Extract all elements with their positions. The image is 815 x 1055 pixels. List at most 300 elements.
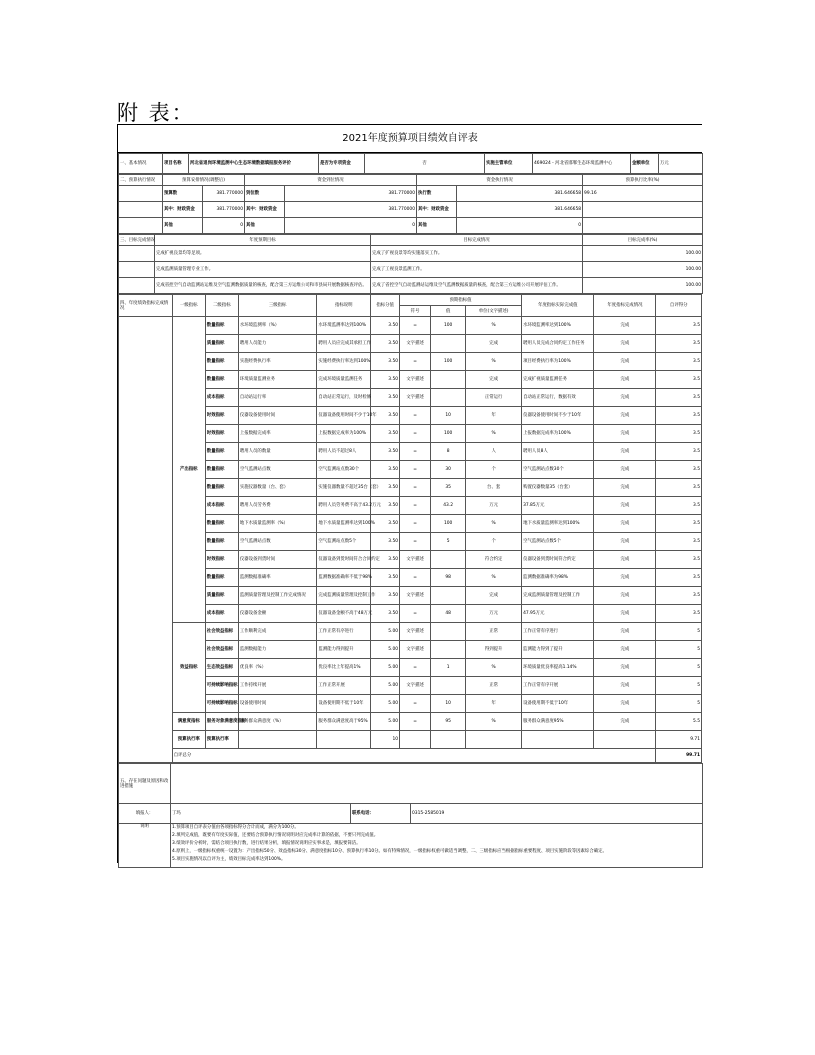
- actual-value: 空气监测站点数5个: [522, 533, 594, 551]
- goals-h3: 目标完成率(%): [583, 235, 703, 246]
- perf-h-target: 预期指标值: [400, 295, 522, 306]
- target-value: 100: [431, 425, 466, 443]
- target-unit: 年: [466, 407, 522, 425]
- target-unit: [466, 731, 522, 749]
- level2-indicator: 生态效益指标: [205, 659, 238, 677]
- level3-indicator: 监测数据准确率: [238, 569, 317, 587]
- goal-expected: 完成省控空气自动监测站运维及空气监测数据质量的核查，配合第三方运维公司和市县局开展数据核查评估。: [155, 278, 371, 294]
- actual-value: 37.85万元: [522, 497, 594, 515]
- unit-value: 万元: [659, 154, 703, 174]
- level3-indicator: 仪器设备到货时间: [238, 551, 317, 569]
- completion-status: 完成: [594, 641, 656, 659]
- target-op: =: [400, 479, 431, 497]
- indicator-row: [119, 695, 702, 713]
- completion-status: 完成: [594, 533, 656, 551]
- target-op: =: [400, 515, 431, 533]
- indicator-desc: 仪器设备到货时间符合合同约定: [317, 551, 371, 569]
- target-unit: 年: [466, 695, 522, 713]
- budget-cell: 执行数: [417, 186, 457, 202]
- actual-value: 地下水质量监测率达到100%: [522, 515, 594, 533]
- actual-value: 项目经费执行率为100%: [522, 353, 594, 371]
- self-score: 3.5: [656, 335, 702, 353]
- level2-indicator: 可持续影响指标: [205, 677, 238, 695]
- perf-h-val: 值: [431, 306, 466, 317]
- indicator-weight: 5.00: [371, 713, 400, 731]
- project-name: 河北省退岗环境监测中心生态环境数据填报服务评价: [189, 154, 319, 174]
- indicator-row: [119, 479, 702, 497]
- indicator-row: [119, 335, 702, 353]
- completion-status: 完成: [594, 659, 656, 677]
- indicator-row: [119, 569, 702, 587]
- actual-value: 仪器设备使用时间不少于10年: [522, 407, 594, 425]
- level2-indicator: 数量指标: [205, 479, 238, 497]
- target-unit: 正常运行: [466, 389, 522, 407]
- target-value: 5: [431, 533, 466, 551]
- target-value: 95: [431, 713, 466, 731]
- indicator-desc: 自动站正常运行，及时检修: [317, 389, 371, 407]
- target-unit: 万元: [466, 605, 522, 623]
- budget-cell: 预算数: [163, 186, 203, 202]
- actual-value: 工作正常有序进行: [522, 623, 594, 641]
- budget-cell: 381.770000: [285, 186, 417, 202]
- actual-value: 仪器设备到货时间符合约定: [522, 551, 594, 569]
- level2-indicator: 时效指标: [205, 551, 238, 569]
- indicator-weight: 3.50: [371, 407, 400, 425]
- indicator-weight: 5.00: [371, 641, 400, 659]
- indicator-desc: 实施仪器数量不超过35台（套）: [317, 479, 371, 497]
- level2-indicator: 数量指标: [205, 353, 238, 371]
- budget-cell: 0: [285, 218, 417, 234]
- target-unit: 台、套: [466, 479, 522, 497]
- indicator-row: [119, 659, 702, 677]
- footer-table: [118, 763, 703, 868]
- budget-cell: 381.770000: [203, 186, 245, 202]
- completion-status: 完成: [594, 497, 656, 515]
- level3-indicator: 优良率（%）: [238, 659, 317, 677]
- completion-status: 完成: [594, 317, 656, 335]
- budget-cell: 381.770000: [285, 202, 417, 218]
- budget-cell: 0: [457, 218, 583, 234]
- perf-h-score: 自评得分: [656, 295, 702, 317]
- budget-cell: 381.646658: [457, 186, 583, 202]
- unit-label: 金额单位: [631, 154, 659, 174]
- self-score: 3.5: [656, 587, 702, 605]
- level2-indicator: 数量指标: [205, 371, 238, 389]
- target-unit: %: [466, 569, 522, 587]
- target-op: =: [400, 443, 431, 461]
- perf-h-weight: 指标分值: [371, 295, 400, 317]
- target-op: 文字描述: [400, 677, 431, 695]
- note-line: 2.填列完成值，既要有年度实际值，还要结合预算执行情况说明对应完成率计算的依据，不要只列完成值。: [172, 833, 379, 838]
- target-op: =: [400, 533, 431, 551]
- actual-value: 监测能力得到了提升: [522, 641, 594, 659]
- indicator-desc: 聘用人员劳务费不高于43.2万元: [317, 497, 371, 515]
- perf-h-l1: 一级指标: [172, 295, 205, 317]
- budget-cell: 其中：财政资金: [417, 202, 457, 218]
- indicator-weight: 3.50: [371, 425, 400, 443]
- sheet-title: 2021年度预算项目绩效自评表: [118, 125, 702, 153]
- target-unit: 人: [466, 443, 522, 461]
- goal-actual: 完成了扩视良景等均实施落实工作。: [371, 246, 583, 262]
- budget-h3: 资金执行情况: [417, 175, 583, 186]
- indicator-desc: 仪器设备使用时间不少于10年: [317, 407, 371, 425]
- target-unit: 万元: [466, 497, 522, 515]
- actual-value: 上报数据完成率为100%: [522, 425, 594, 443]
- budget-h4: 预算执行比率(%): [583, 175, 703, 186]
- actual-value: 完成监测质量管理及控制工作: [522, 587, 594, 605]
- budget-section-label: 二、预算执行情况: [119, 175, 163, 186]
- level2-indicator: 成本指标: [205, 497, 238, 515]
- level1-indicator: 效益指标: [172, 623, 205, 713]
- level3-indicator: 上报数据完成率: [238, 425, 317, 443]
- indicator-desc: 聘用人员不超过8人: [317, 443, 371, 461]
- phone-label: 联系电话：: [351, 804, 411, 824]
- level2-indicator: 数量指标: [205, 317, 238, 335]
- evaluation-sheet: [117, 124, 702, 863]
- level3-indicator: 仪器设备金额: [238, 605, 317, 623]
- budget-cell: 其中：财政资金: [245, 202, 285, 218]
- budget-cell: 其他: [163, 218, 203, 234]
- level2-indicator: 社会效益指标: [205, 623, 238, 641]
- level3-indicator: 环境质量监测业务: [238, 371, 317, 389]
- performance-table: [118, 294, 702, 763]
- target-unit: 个: [466, 533, 522, 551]
- actual-value: 工作正常有序开展: [522, 677, 594, 695]
- target-op: =: [400, 659, 431, 677]
- target-value: 8: [431, 443, 466, 461]
- level2-indicator: 时效指标: [205, 407, 238, 425]
- indicator-weight: 3.50: [371, 443, 400, 461]
- target-unit: %: [466, 713, 522, 731]
- perf-h-actual: 年度指标实际完成值: [522, 295, 594, 317]
- completion-status: 完成: [594, 461, 656, 479]
- target-value: 98: [431, 569, 466, 587]
- self-score: 5: [656, 677, 702, 695]
- indicator-row: [119, 443, 702, 461]
- indicator-row: [119, 407, 702, 425]
- level3-indicator: 工作顺利完成: [238, 623, 317, 641]
- indicator-row: [119, 353, 702, 371]
- target-unit: 个: [466, 461, 522, 479]
- target-value: 100: [431, 515, 466, 533]
- self-score: 3.5: [656, 389, 702, 407]
- indicator-row: [119, 731, 702, 749]
- goal-expected: 完成监测质量管理专业工作。: [155, 262, 371, 278]
- target-op: =: [400, 695, 431, 713]
- self-score: 3.5: [656, 569, 702, 587]
- special-fund-value: 否: [365, 154, 485, 174]
- target-value: 48: [431, 605, 466, 623]
- indicator-weight: 3.50: [371, 515, 400, 533]
- self-score: 3.5: [656, 425, 702, 443]
- project-name-label: 项目名称: [163, 154, 189, 174]
- target-op: =: [400, 605, 431, 623]
- level3-indicator: 设备使用时间: [238, 695, 317, 713]
- goal-rate: 100.00: [583, 246, 703, 262]
- target-value: [431, 641, 466, 659]
- budget-cell: [583, 218, 703, 234]
- target-unit: 得到提升: [466, 641, 522, 659]
- target-op: =: [400, 353, 431, 371]
- indicator-desc: 监测数据准确率不低于98%: [317, 569, 371, 587]
- goal-actual: 完成了工视良景监测工作。: [371, 262, 583, 278]
- indicator-weight: 3.50: [371, 317, 400, 335]
- target-value: [431, 335, 466, 353]
- completion-status: 完成: [594, 389, 656, 407]
- target-op: 文字描述: [400, 641, 431, 659]
- budget-table: [118, 174, 703, 234]
- indicator-row: [119, 425, 702, 443]
- completion-status: 完成: [594, 551, 656, 569]
- completion-status: 完成: [594, 443, 656, 461]
- level3-indicator: 聘用人员劳务费: [238, 497, 317, 515]
- perf-h-unit: 单位(文字描述): [466, 306, 522, 317]
- perf-h-l3: 三级指标: [238, 295, 317, 317]
- budget-cell: 其他: [245, 218, 285, 234]
- perf-section-spacer: [119, 317, 173, 763]
- self-score: 3.5: [656, 551, 702, 569]
- completion-status: 完成: [594, 371, 656, 389]
- target-unit: %: [466, 353, 522, 371]
- budget-ratio: 99.16: [583, 186, 703, 202]
- notes-label: 说明: [119, 824, 171, 868]
- goal-actual: 完成了省控空气自动监测站运维及空气监测数据质量的核查，配合第三方运维公司开展评估工作。: [371, 278, 583, 294]
- indicator-row: [119, 605, 702, 623]
- goal-rate: 100.00: [583, 262, 703, 278]
- indicator-desc: 完成监测质量管理及控制工作: [317, 587, 371, 605]
- self-score: 3.5: [656, 533, 702, 551]
- actual-value: 设备使用期不低于10年: [522, 695, 594, 713]
- indicator-weight: 3.50: [371, 587, 400, 605]
- budget-h1: 预算安排情况(调整后): [163, 175, 245, 186]
- indicator-desc: 空气监测站点数30个: [317, 461, 371, 479]
- level2-indicator: 可持续影响指标: [205, 695, 238, 713]
- target-op: 文字描述: [400, 335, 431, 353]
- self-score: 3.5: [656, 443, 702, 461]
- perf-h-op: 符号: [400, 306, 431, 317]
- target-unit: %: [466, 515, 522, 533]
- completion-status: [594, 731, 656, 749]
- target-value: 10: [431, 407, 466, 425]
- level3-indicator: 空气监测站点数: [238, 461, 317, 479]
- target-unit: %: [466, 317, 522, 335]
- actual-value: 购置仪器数量35（台套）: [522, 479, 594, 497]
- target-op: =: [400, 713, 431, 731]
- level3-indicator: 聘用人员能力: [238, 335, 317, 353]
- budget-cell: 381.770000: [203, 202, 245, 218]
- self-score: 5.5: [656, 713, 702, 731]
- goals-table: [118, 234, 703, 294]
- indicator-weight: 5.00: [371, 659, 400, 677]
- indicator-desc: 设备使用期不低于10年: [317, 695, 371, 713]
- indicator-weight: 10: [371, 731, 400, 749]
- target-op: 文字描述: [400, 623, 431, 641]
- actual-value: 自动站正常运行，数据有效: [522, 389, 594, 407]
- self-score: 3.5: [656, 461, 702, 479]
- target-unit: %: [466, 659, 522, 677]
- budget-h2: 资金到位情况: [245, 175, 417, 186]
- completion-status: 完成: [594, 605, 656, 623]
- target-value: [431, 677, 466, 695]
- level3-indicator: 水环境监测率（%）: [238, 317, 317, 335]
- level2-indicator: 成本指标: [205, 389, 238, 407]
- indicator-desc: 服务群众满意度高于95%: [317, 713, 371, 731]
- indicator-desc: 仪器设备金额不高于48万元: [317, 605, 371, 623]
- target-op: 文字描述: [400, 587, 431, 605]
- indicator-row: [119, 551, 702, 569]
- actual-value: 服务群众满意度95%: [522, 713, 594, 731]
- indicator-desc: 空气监测站点数5个: [317, 533, 371, 551]
- note-line: 1.预算项目自评表分值由各项指标得分合计而成，满分为100分。: [172, 825, 299, 830]
- self-score: 5: [656, 659, 702, 677]
- target-value: 100: [431, 353, 466, 371]
- dept-label: 实施主管单位: [485, 154, 533, 174]
- indicator-weight: 3.50: [371, 497, 400, 515]
- self-score: 3.5: [656, 479, 702, 497]
- note-line: 4.原则上，一级指标权重统一设置为：产出指标50分、效益指标30分、满意度指标10分、预算执行率10分。如有特殊情况，一级指标权重可做适当调整，二、三级指标应当根据指标重要程度、项目实施阶段等因素综合确定。: [172, 849, 607, 854]
- goal-rate: 100.00: [583, 278, 703, 294]
- level3-indicator: 空气监测站点数: [238, 533, 317, 551]
- actual-value: [522, 731, 594, 749]
- goals-section-label: 三、目标完成情况: [119, 235, 155, 246]
- level2-indicator: 数量指标: [205, 443, 238, 461]
- level3-indicator: 聘用人员的数量: [238, 443, 317, 461]
- self-score: 3.5: [656, 407, 702, 425]
- indicator-row: [119, 641, 702, 659]
- completion-status: 完成: [594, 713, 656, 731]
- indicator-weight: 5.00: [371, 623, 400, 641]
- level2-indicator: 预算执行率: [205, 731, 238, 749]
- indicator-weight: 5.00: [371, 677, 400, 695]
- self-score: 3.5: [656, 317, 702, 335]
- target-op: [400, 731, 431, 749]
- level2-indicator: 数量指标: [205, 533, 238, 551]
- level3-indicator: 实施仪器数量（台、套）: [238, 479, 317, 497]
- completion-status: 完成: [594, 353, 656, 371]
- actual-value: 47.95万元: [522, 605, 594, 623]
- indicator-weight: 3.50: [371, 353, 400, 371]
- perf-h-status: 年度指标完成情况: [594, 295, 656, 317]
- completion-status: 完成: [594, 677, 656, 695]
- indicator-row: [119, 533, 702, 551]
- perf-h-l2: 二级指标: [205, 295, 238, 317]
- indicator-desc: 地下水质量监测率达到100%: [317, 515, 371, 533]
- indicator-row: [119, 587, 702, 605]
- indicator-desc: 实施经费执行率达到100%: [317, 353, 371, 371]
- contact-label: 填报人：: [119, 804, 171, 824]
- completion-status: 完成: [594, 479, 656, 497]
- actual-value: 水环境监测率达到100%: [522, 317, 594, 335]
- total-label: 自评总分: [172, 749, 656, 763]
- target-value: [431, 731, 466, 749]
- level2-indicator: 数量指标: [205, 461, 238, 479]
- level3-indicator: 工作持续开展: [238, 677, 317, 695]
- target-value: 30: [431, 461, 466, 479]
- indicator-row: [119, 461, 702, 479]
- target-value: 1: [431, 659, 466, 677]
- level2-indicator: 成本指标: [205, 605, 238, 623]
- target-op: =: [400, 497, 431, 515]
- indicator-weight: 3.50: [371, 533, 400, 551]
- issues-content: [171, 764, 703, 804]
- target-unit: 正常: [466, 623, 522, 641]
- indicator-row: [119, 677, 702, 695]
- completion-status: 完成: [594, 335, 656, 353]
- indicator-weight: 3.50: [371, 371, 400, 389]
- phone-value: 0315-2585019: [411, 804, 703, 824]
- note-line: 3.绩效评价分析时，需结合项目执行数，进行结果分析，填报情况说明应实事求是，填报要简洁。: [172, 841, 361, 846]
- indicator-desc: 水环境监测率达到100%: [317, 317, 371, 335]
- level3-indicator: 仪器设备使用时间: [238, 407, 317, 425]
- self-score: 9.71: [656, 731, 702, 749]
- indicator-weight: 3.50: [371, 479, 400, 497]
- level3-indicator: 服务群众满意度（%）: [238, 713, 317, 731]
- indicator-weight: 3.50: [371, 335, 400, 353]
- target-value: 10: [431, 695, 466, 713]
- indicator-weight: 3.50: [371, 461, 400, 479]
- page-heading: 附 表：: [117, 101, 195, 125]
- indicator-weight: 5.00: [371, 695, 400, 713]
- completion-status: 完成: [594, 695, 656, 713]
- level2-indicator: 数量指标: [205, 569, 238, 587]
- target-value: 35: [431, 479, 466, 497]
- target-unit: 完成: [466, 371, 522, 389]
- indicator-row: [119, 623, 702, 641]
- basic-section-label: 一、基本情况: [119, 154, 163, 174]
- actual-value: 环境质量优良率提高1.14%: [522, 659, 594, 677]
- target-op: =: [400, 407, 431, 425]
- target-unit: 完成: [466, 335, 522, 353]
- completion-status: 完成: [594, 623, 656, 641]
- self-score: 5: [656, 641, 702, 659]
- self-score: 3.5: [656, 371, 702, 389]
- issues-label: 五、存在问题及原因和改进措施: [119, 764, 171, 804]
- total-row: [119, 749, 702, 763]
- self-score: 3.5: [656, 353, 702, 371]
- level1-indicator: 满意度指标: [172, 713, 205, 731]
- level2-indicator: 质量指标: [205, 335, 238, 353]
- actual-value: 空气监测站点数30个: [522, 461, 594, 479]
- indicator-row: [119, 317, 702, 335]
- target-op: 文字描述: [400, 389, 431, 407]
- level1-indicator: 产出指标: [172, 317, 205, 623]
- contact-name: 丁玛: [171, 804, 351, 824]
- target-unit: 完成: [466, 587, 522, 605]
- indicator-row: [119, 713, 702, 731]
- basic-table: [118, 153, 703, 174]
- indicator-desc: 上报数据完成率为100%: [317, 425, 371, 443]
- indicator-desc: 优良率比上年提高1%: [317, 659, 371, 677]
- budget-cell: 0: [203, 218, 245, 234]
- level1-indicator: 预算执行率: [172, 731, 205, 749]
- completion-status: 完成: [594, 407, 656, 425]
- budget-cell: 到位数: [245, 186, 285, 202]
- target-op: =: [400, 425, 431, 443]
- dept-name: 469024 - 河北省邯郸生态环境监测中心: [533, 154, 631, 174]
- completion-status: 完成: [594, 425, 656, 443]
- target-unit: 符合约定: [466, 551, 522, 569]
- actual-value: 聘用人员完成合同约定工作任务: [522, 335, 594, 353]
- indicator-desc: 监测能力得到提升: [317, 641, 371, 659]
- indicator-desc: [317, 731, 371, 749]
- target-value: [431, 389, 466, 407]
- target-op: =: [400, 569, 431, 587]
- level2-indicator: 时效指标: [205, 425, 238, 443]
- notes-content: [171, 824, 703, 868]
- perf-section-label: 四、年度绩效指标完成情况: [119, 295, 173, 317]
- budget-cell: 其中：财政资金: [163, 202, 203, 218]
- goals-h2: 目标完成情况: [371, 235, 583, 246]
